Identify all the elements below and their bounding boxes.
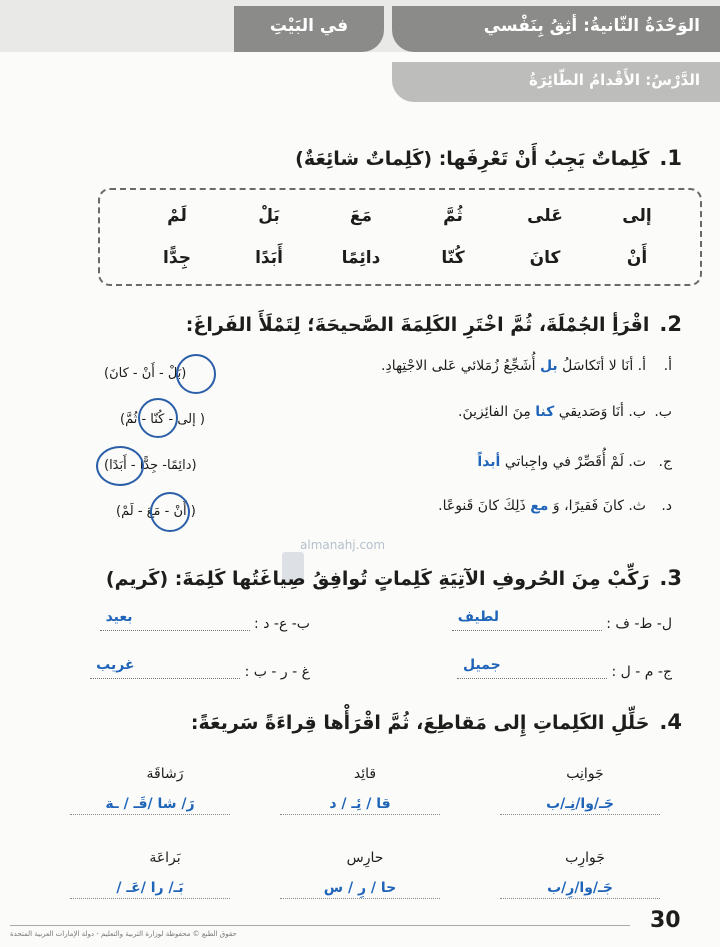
choices: (دائِمًا- جِدًّا - أَبَدًا)	[104, 458, 197, 473]
section-3-number: 3.	[659, 566, 682, 590]
item-letter: د.	[661, 498, 672, 514]
sentence	[458, 404, 646, 420]
common-word: مَعَ	[349, 206, 373, 226]
section-4-number: 4.	[659, 710, 682, 734]
fill-blank-row	[212, 450, 672, 480]
syllable-answer: جَـ/وا/رِ/ب	[500, 880, 660, 899]
choices: (بَلْ - أَنْ - كانَ)	[104, 366, 187, 381]
choices: ( أَنْ - مَعَ - لَمْ)	[116, 504, 196, 519]
section-1-number: 1.	[659, 146, 682, 170]
section-3-title	[106, 566, 682, 590]
letters-to-word	[452, 609, 672, 632]
item-letter: أ.	[663, 358, 672, 374]
sentence-start: ث. كانَ فَقيرًا، وَ	[552, 498, 646, 514]
syllable-word: رَشاقَة	[146, 766, 184, 782]
section-3-heading: رَكِّبْ مِنَ الحُروفِ الآتِيَةِ كَلِماتٍ تُوافِقُ صِياغَتُها كَلِمَةَ: (كَريم)	[105, 568, 650, 590]
word-answer: لطيف	[457, 609, 500, 625]
section-2-heading: اقْرَأِ الجُمْلَةَ، ثُمَّ اخْتَرِ الكَلِمَةَ الصَّحيحَةَ؛ لِتَمْلَأَ الفَراغَ:	[185, 314, 650, 336]
sentence-start: ب. أنَا وَصَديقي	[558, 404, 646, 420]
circled-choice	[96, 446, 144, 486]
letters: ب- ع- د :	[254, 616, 310, 632]
syllable-word: جَوارِب	[565, 850, 605, 866]
common-word: أَبَدًا	[255, 248, 283, 268]
sentence	[477, 454, 646, 470]
common-word: ثُمَّ	[443, 206, 463, 226]
sentence-end: أُشَجِّعُ زُمَلائي عَلى الاجْتِهادِ.	[381, 358, 536, 374]
word-answer: جميل	[463, 657, 501, 673]
word-answer: بعيد	[105, 609, 133, 625]
syllable-answer: حا / رِ / س	[280, 880, 440, 899]
common-word: عَلى	[527, 206, 563, 226]
footer-divider	[10, 925, 630, 926]
lesson-title: الدَّرْسُ: الأَقْدامُ الطّائِرَةُ	[392, 62, 720, 102]
unit-title: الوَحْدَةُ الثّانيةُ: أثِقُ بِنَفْسي	[392, 6, 720, 52]
page-number: 30	[650, 908, 681, 933]
sentence	[381, 358, 646, 374]
section-4-title	[191, 710, 682, 734]
answer-line	[452, 609, 602, 631]
syllable-word: قائِد	[353, 766, 377, 782]
filled-answer: كنا	[535, 404, 555, 420]
sentence-end: ذَلِكَ كانَ قَنوعًا.	[438, 498, 526, 514]
syllable-answer: قا / ئِـ / د	[280, 796, 440, 815]
answer-line	[100, 609, 250, 631]
letters-to-word	[90, 657, 310, 680]
common-word: دائِمًا	[341, 248, 381, 268]
circled-choice	[176, 354, 216, 394]
letters-to-word	[100, 609, 310, 632]
common-word: كُنّا	[441, 248, 465, 268]
word-answer: غريب	[96, 657, 135, 673]
section-2-number: 2.	[659, 312, 682, 336]
section-1-title	[295, 146, 682, 170]
circled-choice	[138, 398, 178, 438]
filled-answer: بل	[539, 358, 558, 374]
filled-answer: مع	[530, 498, 549, 514]
home-tab: في البَيْتِ	[234, 6, 384, 52]
syllable-word: حارِس	[346, 850, 384, 866]
fill-blank-row	[212, 354, 672, 384]
common-word: كانَ	[529, 248, 561, 268]
common-word: جِدًّا	[163, 248, 191, 268]
letters: غ - ر - ب :	[244, 664, 310, 680]
syllable-answer: رَ/ شا /قَـ / ـة	[70, 796, 230, 815]
section-1-heading: كَلِماتٌ يَجِبُ أَنْ تَعْرِفَها: (كَلِماتٌ شائِعَةٌ)	[295, 148, 650, 170]
common-word: بَلْ	[258, 206, 280, 226]
section-4-heading: حَلِّلِ الكَلِماتِ إِلى مَقاطِعَ، ثُمَّ اقْرَأْها قِراءَةً سَريعَةً:	[190, 712, 650, 734]
section-2-title	[186, 312, 682, 336]
sentence-start: أ. أنَا لا أتَكاسَلُ	[562, 358, 646, 374]
fill-blank-row	[212, 400, 672, 430]
letters-to-word	[457, 657, 672, 680]
watermark-text: almanahj.com	[300, 538, 386, 552]
sentence	[438, 498, 646, 514]
letters: ج- م - ل :	[611, 664, 672, 680]
syllable-answer: جَـ/وا/نِـ/ب	[500, 796, 660, 815]
copyright-note: حقوق الطبع © محفوظة لوزارة التربية والتعليم - دولة الإمارات العربية المتحدة	[10, 930, 237, 938]
circled-choice	[150, 492, 190, 532]
answer-line	[457, 657, 607, 679]
choices: ( إلى - كُنّا - ثُمَّ)	[120, 412, 205, 427]
letters: ل- ط- ف :	[606, 616, 672, 632]
syllable-answer: بَـ/ را /عَـ /	[70, 880, 230, 899]
common-word: لَمْ	[167, 206, 187, 226]
sentence-end: مِنَ الفائِزينَ.	[458, 404, 531, 420]
syllable-word: جَوانِب	[566, 766, 604, 782]
common-words-box	[98, 188, 702, 286]
syllable-word: بَراعَة	[149, 850, 181, 866]
answer-line	[90, 657, 240, 679]
item-letter: ج.	[658, 454, 672, 470]
common-word: أَنْ	[626, 248, 648, 268]
fill-blank-row	[212, 494, 672, 524]
common-word: إلى	[622, 206, 652, 226]
filled-answer: أبداً	[477, 454, 501, 470]
sentence-start: ت. لَمْ أُقَصِّرْ في واجِباتي	[504, 454, 646, 470]
item-letter: ب.	[654, 404, 672, 420]
